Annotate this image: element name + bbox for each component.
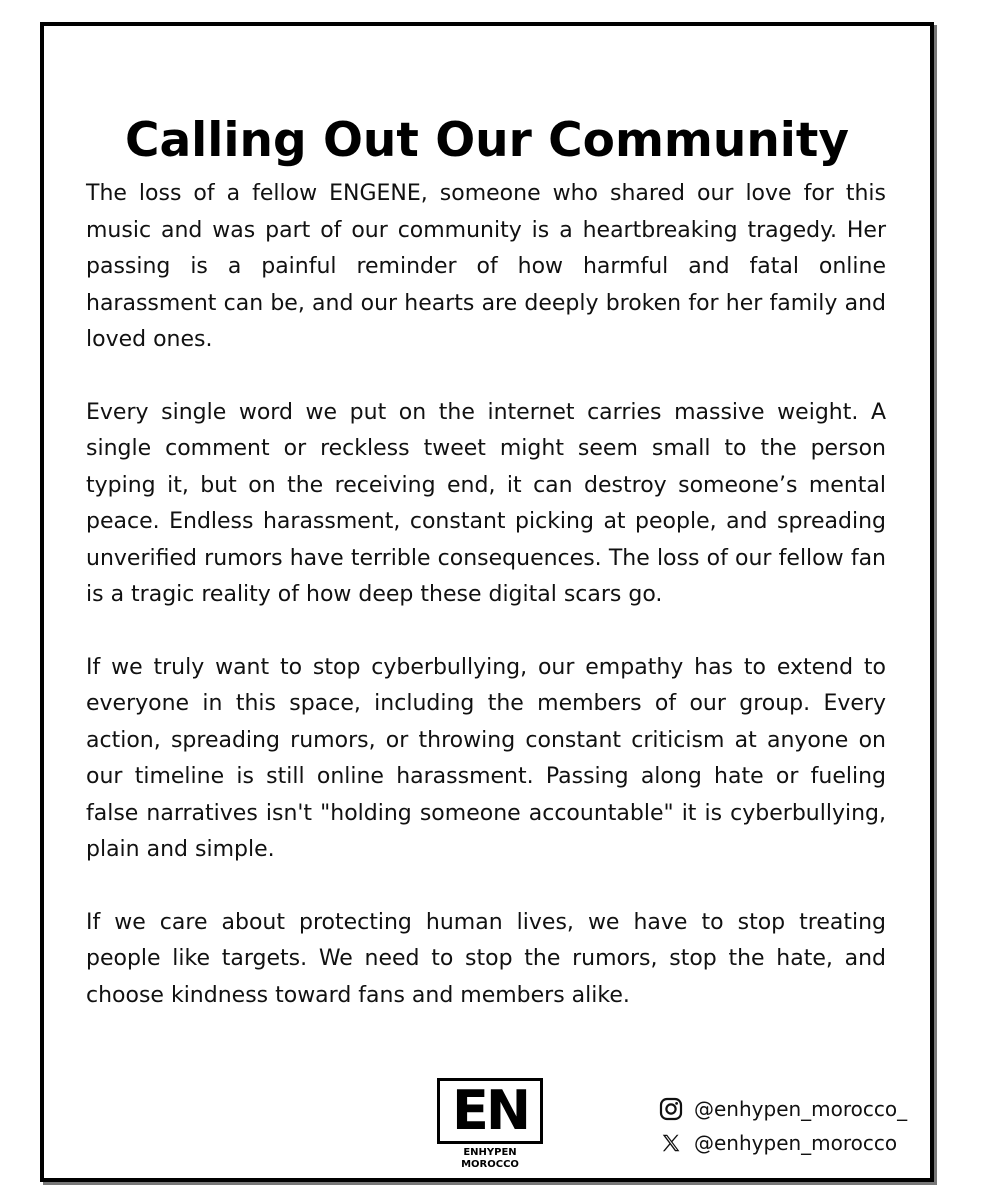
statement-body: [86, 176, 886, 1050]
x-icon: [658, 1130, 684, 1156]
enhypen-morocco-logo: [434, 1078, 546, 1170]
document-frame: [40, 22, 934, 1182]
paragraph-2: Every single word we put on the internet carries massive weight. A single comment or reckless tweet might seem small to the person typing it, but on the receiving end, it can destroy someone’s mental peace. Endless harassment, constant picking at people, and spreading unverified rumors have terrible consequences. The loss of our fellow fan is a tragic reality of how deep these digital scars go.: [86, 399, 886, 607]
social-row-x: [658, 1126, 918, 1160]
instagram-handle[interactable]: @enhypen_morocco_: [694, 1097, 908, 1121]
instagram-icon: [658, 1096, 684, 1122]
paragraph-1: The loss of a fellow ENGENE, someone who shared our love for this music and was part of our community is a heartbreaking tragedy. Her passing is a painful reminder of how harmful and fatal online harassment can be, and our hearts are deeply broken for her family and loved ones.: [86, 181, 886, 352]
logo-mark: EN: [437, 1078, 543, 1144]
social-row-instagram: [658, 1092, 918, 1126]
social-handles: [658, 1092, 918, 1160]
page-title: Calling Out Our Community: [124, 113, 850, 168]
paragraph-4: If we care about protecting human lives, we have to stop treating people like targets. We need to stop the rumors, stop the hate, and choose kindness toward fans and members alike.: [86, 909, 886, 1008]
paragraph-3: If we truly want to stop cyberbullying, our empathy has to extend to everyone in this space, including the members of our group. Every action, spreading rumors, or throwing constant criticism at anyone on our timeline is still online harassment. Passing along hate or fueling false narratives isn't "holding someone accountable" it is cyberbullying, plain and simple.: [86, 654, 886, 862]
logo-subtitle: ENHYPEN MOROCCO: [461, 1147, 519, 1170]
x-handle[interactable]: @enhypen_morocco: [694, 1131, 898, 1155]
